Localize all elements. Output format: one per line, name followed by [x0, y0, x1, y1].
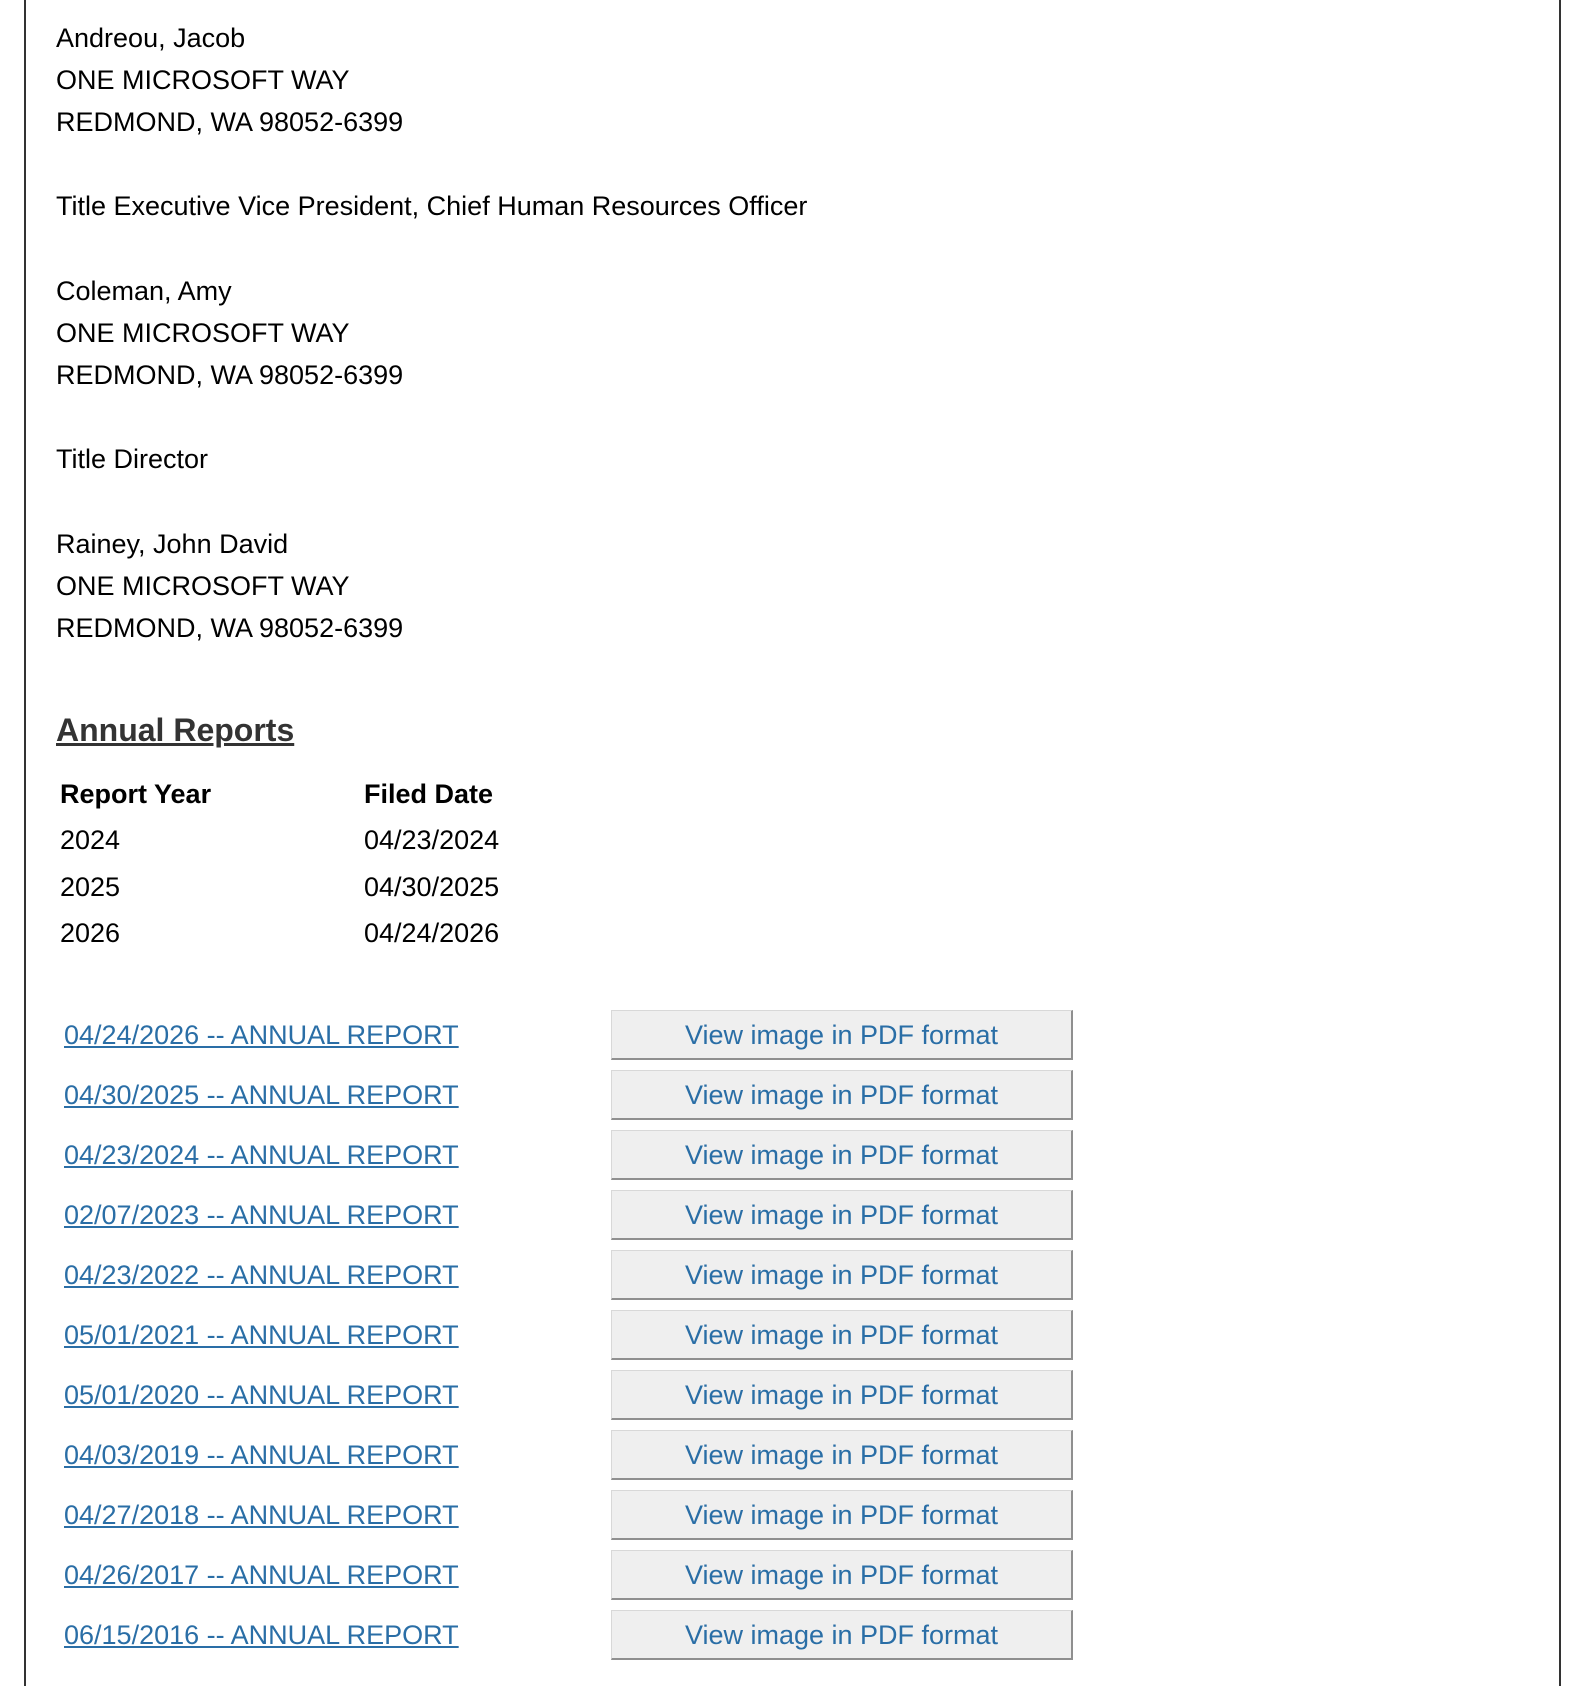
officer-name: Coleman, Amy: [56, 276, 232, 306]
view-pdf-button[interactable]: View image in PDF format: [611, 1310, 1073, 1360]
officer-name: Andreou, Jacob: [56, 23, 246, 53]
officer-title: Title Executive Vice President, Chief Human Resources Officer: [56, 191, 808, 221]
report-year-cell: 2026: [60, 918, 121, 948]
view-pdf-button[interactable]: View image in PDF format: [611, 1370, 1073, 1420]
annual-report-link[interactable]: 02/07/2023 -- ANNUAL REPORT: [64, 1200, 459, 1230]
annual-report-link[interactable]: 04/26/2017 -- ANNUAL REPORT: [64, 1560, 459, 1590]
annual-report-link[interactable]: 04/23/2022 -- ANNUAL REPORT: [64, 1260, 459, 1290]
officer-address-line2: REDMOND, WA 98052-6399: [56, 360, 404, 390]
view-pdf-button[interactable]: View image in PDF format: [611, 1610, 1073, 1660]
officer-address-line1: ONE MICROSOFT WAY: [56, 571, 350, 601]
view-pdf-button[interactable]: View image in PDF format: [611, 1430, 1073, 1480]
filed-date-cell: 04/24/2026: [364, 918, 500, 948]
annual-report-link[interactable]: 04/27/2018 -- ANNUAL REPORT: [64, 1500, 459, 1530]
officer-address-line1: ONE MICROSOFT WAY: [56, 65, 350, 95]
officer-address-line2: REDMOND, WA 98052-6399: [56, 107, 404, 137]
officer-address-line2: REDMOND, WA 98052-6399: [56, 613, 404, 643]
view-pdf-button[interactable]: View image in PDF format: [611, 1250, 1073, 1300]
filed-date-cell: 04/30/2025: [364, 872, 500, 902]
view-pdf-button[interactable]: View image in PDF format: [611, 1190, 1073, 1240]
annual-report-link[interactable]: 04/23/2024 -- ANNUAL REPORT: [64, 1140, 459, 1170]
officer-name: Rainey, John David: [56, 529, 289, 559]
filed-date-cell: 04/23/2024: [364, 825, 500, 855]
annual-reports-heading: Annual Reports: [56, 712, 295, 748]
column-header-report-year: Report Year: [60, 779, 212, 809]
view-pdf-button[interactable]: View image in PDF format: [611, 1550, 1073, 1600]
view-pdf-button[interactable]: View image in PDF format: [611, 1070, 1073, 1120]
officer-address-line1: ONE MICROSOFT WAY: [56, 318, 350, 348]
column-header-filed-date: Filed Date: [364, 779, 494, 809]
annual-report-link[interactable]: 04/24/2026 -- ANNUAL REPORT: [64, 1020, 459, 1050]
report-year-cell: 2024: [60, 825, 121, 855]
view-pdf-button[interactable]: View image in PDF format: [611, 1010, 1073, 1060]
annual-report-link[interactable]: 05/01/2020 -- ANNUAL REPORT: [64, 1380, 459, 1410]
annual-report-link[interactable]: 06/15/2016 -- ANNUAL REPORT: [64, 1620, 459, 1650]
annual-report-link[interactable]: 04/30/2025 -- ANNUAL REPORT: [64, 1080, 459, 1110]
annual-report-link[interactable]: 05/01/2021 -- ANNUAL REPORT: [64, 1320, 459, 1350]
view-pdf-button[interactable]: View image in PDF format: [611, 1130, 1073, 1180]
view-pdf-button[interactable]: View image in PDF format: [611, 1490, 1073, 1540]
report-year-cell: 2025: [60, 872, 121, 902]
officer-title: Title Director: [56, 444, 209, 474]
annual-report-link[interactable]: 04/03/2019 -- ANNUAL REPORT: [64, 1440, 459, 1470]
